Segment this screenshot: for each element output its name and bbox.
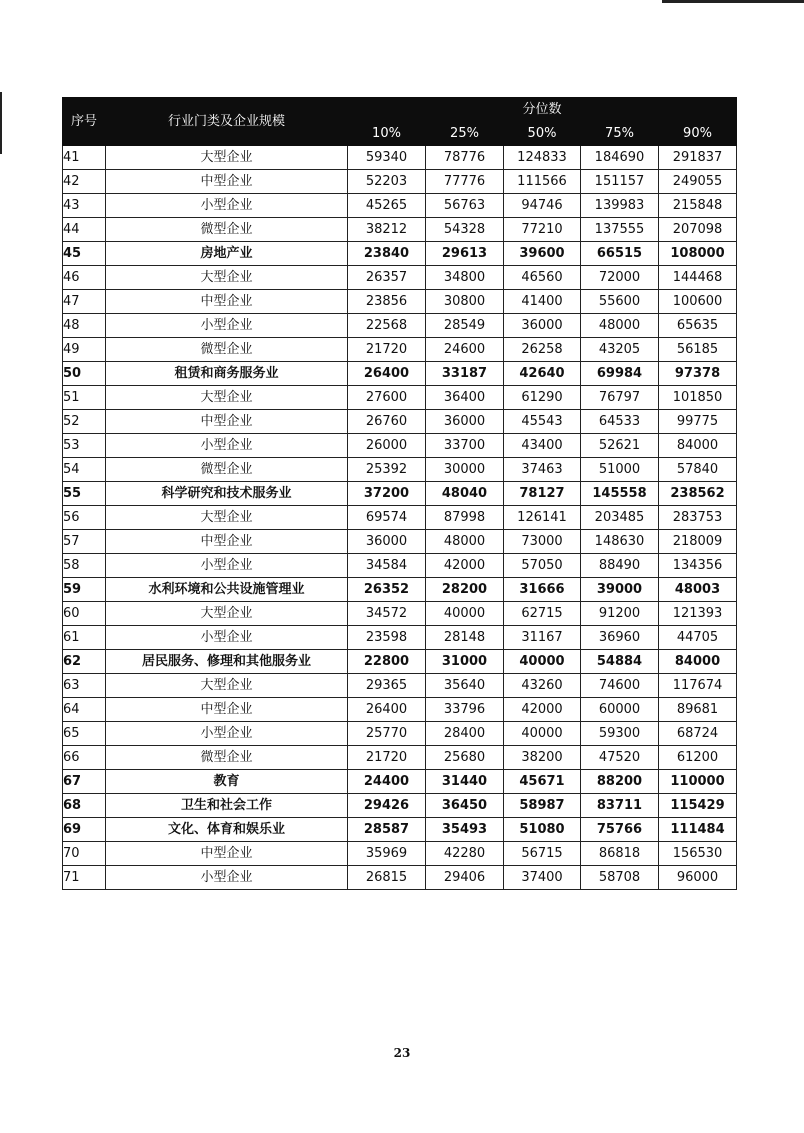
table-row: [63, 578, 737, 602]
serial-number-cell: 69: [63, 818, 106, 842]
serial-number-cell: 61: [63, 626, 106, 650]
table-row: [63, 626, 737, 650]
p50-cell: 40000: [504, 650, 581, 674]
serial-number-cell: 41: [63, 146, 106, 170]
header-serial-number: 序号: [63, 98, 106, 146]
p50-cell: 56715: [504, 842, 581, 866]
category-cell: 微型企业: [106, 746, 348, 770]
table-row: [63, 674, 737, 698]
header-category: 行业门类及企业规模: [106, 98, 348, 146]
category-cell: 中型企业: [106, 290, 348, 314]
table-row: [63, 818, 737, 842]
table-row: [63, 722, 737, 746]
p50-cell: 58987: [504, 794, 581, 818]
category-cell: 房地产业: [106, 242, 348, 266]
p75-cell: 139983: [581, 194, 659, 218]
category-cell: 租赁和商务服务业: [106, 362, 348, 386]
serial-number-cell: 70: [63, 842, 106, 866]
category-cell: 大型企业: [106, 602, 348, 626]
p50-cell: 126141: [504, 506, 581, 530]
p90-cell: 100600: [659, 290, 737, 314]
p75-cell: 88200: [581, 770, 659, 794]
p10-cell: 28587: [348, 818, 426, 842]
p50-cell: 43400: [504, 434, 581, 458]
p10-cell: 26815: [348, 866, 426, 890]
p50-cell: 62715: [504, 602, 581, 626]
serial-number-cell: 50: [63, 362, 106, 386]
p90-cell: 84000: [659, 650, 737, 674]
p90-cell: 291837: [659, 146, 737, 170]
serial-number-cell: 62: [63, 650, 106, 674]
serial-number-cell: 52: [63, 410, 106, 434]
serial-number-cell: 59: [63, 578, 106, 602]
serial-number-cell: 54: [63, 458, 106, 482]
p90-cell: 57840: [659, 458, 737, 482]
p75-cell: 203485: [581, 506, 659, 530]
p90-cell: 89681: [659, 698, 737, 722]
p25-cell: 25680: [426, 746, 504, 770]
p75-cell: 86818: [581, 842, 659, 866]
p25-cell: 87998: [426, 506, 504, 530]
p90-cell: 121393: [659, 602, 737, 626]
p75-cell: 75766: [581, 818, 659, 842]
category-cell: 大型企业: [106, 674, 348, 698]
p25-cell: 35640: [426, 674, 504, 698]
category-cell: 居民服务、修理和其他服务业: [106, 650, 348, 674]
table-row: [63, 146, 737, 170]
category-cell: 大型企业: [106, 266, 348, 290]
serial-number-cell: 67: [63, 770, 106, 794]
p10-cell: 52203: [348, 170, 426, 194]
p10-cell: 34572: [348, 602, 426, 626]
header-percentile-group: 分位数: [348, 98, 737, 123]
p10-cell: 22568: [348, 314, 426, 338]
p25-cell: 42280: [426, 842, 504, 866]
table-row: [63, 218, 737, 242]
p75-cell: 51000: [581, 458, 659, 482]
p25-cell: 31000: [426, 650, 504, 674]
p75-cell: 36960: [581, 626, 659, 650]
category-cell: 中型企业: [106, 530, 348, 554]
p75-cell: 148630: [581, 530, 659, 554]
category-cell: 中型企业: [106, 698, 348, 722]
p90-cell: 96000: [659, 866, 737, 890]
serial-number-cell: 68: [63, 794, 106, 818]
table-row: [63, 362, 737, 386]
serial-number-cell: 47: [63, 290, 106, 314]
p50-cell: 37463: [504, 458, 581, 482]
category-cell: 小型企业: [106, 194, 348, 218]
p50-cell: 42640: [504, 362, 581, 386]
p75-cell: 74600: [581, 674, 659, 698]
p25-cell: 30800: [426, 290, 504, 314]
table-row: [63, 482, 737, 506]
p25-cell: 24600: [426, 338, 504, 362]
category-cell: 大型企业: [106, 506, 348, 530]
table-row: [63, 410, 737, 434]
p25-cell: 36400: [426, 386, 504, 410]
header-p75: 75%: [581, 123, 659, 146]
p10-cell: 23840: [348, 242, 426, 266]
p50-cell: 78127: [504, 482, 581, 506]
p25-cell: 54328: [426, 218, 504, 242]
category-cell: 科学研究和技术服务业: [106, 482, 348, 506]
p25-cell: 33700: [426, 434, 504, 458]
table-row: [63, 506, 737, 530]
p10-cell: 35969: [348, 842, 426, 866]
p10-cell: 36000: [348, 530, 426, 554]
category-cell: 文化、体育和娱乐业: [106, 818, 348, 842]
serial-number-cell: 64: [63, 698, 106, 722]
p10-cell: 26400: [348, 362, 426, 386]
p50-cell: 31167: [504, 626, 581, 650]
category-cell: 微型企业: [106, 218, 348, 242]
serial-number-cell: 43: [63, 194, 106, 218]
category-cell: 中型企业: [106, 842, 348, 866]
category-cell: 中型企业: [106, 170, 348, 194]
p50-cell: 41400: [504, 290, 581, 314]
category-cell: 微型企业: [106, 458, 348, 482]
p90-cell: 215848: [659, 194, 737, 218]
p75-cell: 64533: [581, 410, 659, 434]
p90-cell: 207098: [659, 218, 737, 242]
table-row: [63, 434, 737, 458]
p90-cell: 101850: [659, 386, 737, 410]
table-row: [63, 338, 737, 362]
table-row: [63, 458, 737, 482]
p90-cell: 110000: [659, 770, 737, 794]
p25-cell: 29613: [426, 242, 504, 266]
p75-cell: 88490: [581, 554, 659, 578]
table-row: [63, 746, 737, 770]
p10-cell: 34584: [348, 554, 426, 578]
p10-cell: 25770: [348, 722, 426, 746]
serial-number-cell: 65: [63, 722, 106, 746]
category-cell: 小型企业: [106, 626, 348, 650]
p25-cell: 48040: [426, 482, 504, 506]
serial-number-cell: 46: [63, 266, 106, 290]
p25-cell: 36450: [426, 794, 504, 818]
p25-cell: 29406: [426, 866, 504, 890]
p75-cell: 184690: [581, 146, 659, 170]
category-cell: 小型企业: [106, 722, 348, 746]
p25-cell: 36000: [426, 410, 504, 434]
p25-cell: 40000: [426, 602, 504, 626]
serial-number-cell: 57: [63, 530, 106, 554]
p75-cell: 52621: [581, 434, 659, 458]
p10-cell: 23856: [348, 290, 426, 314]
p90-cell: 283753: [659, 506, 737, 530]
p50-cell: 73000: [504, 530, 581, 554]
p90-cell: 144468: [659, 266, 737, 290]
p10-cell: 29426: [348, 794, 426, 818]
p10-cell: 38212: [348, 218, 426, 242]
table-header: [63, 98, 737, 146]
p75-cell: 60000: [581, 698, 659, 722]
p90-cell: 99775: [659, 410, 737, 434]
p75-cell: 55600: [581, 290, 659, 314]
p50-cell: 43260: [504, 674, 581, 698]
p50-cell: 45543: [504, 410, 581, 434]
p50-cell: 77210: [504, 218, 581, 242]
category-cell: 小型企业: [106, 434, 348, 458]
p25-cell: 77776: [426, 170, 504, 194]
p10-cell: 21720: [348, 338, 426, 362]
table-row: [63, 290, 737, 314]
serial-number-cell: 56: [63, 506, 106, 530]
serial-number-cell: 71: [63, 866, 106, 890]
p75-cell: 58708: [581, 866, 659, 890]
p25-cell: 35493: [426, 818, 504, 842]
p10-cell: 26357: [348, 266, 426, 290]
p50-cell: 46560: [504, 266, 581, 290]
p90-cell: 84000: [659, 434, 737, 458]
p25-cell: 48000: [426, 530, 504, 554]
table-row: [63, 386, 737, 410]
p10-cell: 45265: [348, 194, 426, 218]
p75-cell: 39000: [581, 578, 659, 602]
serial-number-cell: 60: [63, 602, 106, 626]
serial-number-cell: 53: [63, 434, 106, 458]
serial-number-cell: 48: [63, 314, 106, 338]
p50-cell: 39600: [504, 242, 581, 266]
p50-cell: 61290: [504, 386, 581, 410]
p75-cell: 137555: [581, 218, 659, 242]
page-number: 23: [393, 1046, 411, 1060]
p90-cell: 48003: [659, 578, 737, 602]
p90-cell: 238562: [659, 482, 737, 506]
p50-cell: 38200: [504, 746, 581, 770]
p25-cell: 33796: [426, 698, 504, 722]
p25-cell: 28400: [426, 722, 504, 746]
p25-cell: 42000: [426, 554, 504, 578]
salary-percentile-table: [62, 97, 737, 890]
serial-number-cell: 55: [63, 482, 106, 506]
p10-cell: 23598: [348, 626, 426, 650]
p10-cell: 27600: [348, 386, 426, 410]
p25-cell: 30000: [426, 458, 504, 482]
p50-cell: 124833: [504, 146, 581, 170]
p25-cell: 28200: [426, 578, 504, 602]
top-edge-rule: [662, 0, 804, 3]
p75-cell: 66515: [581, 242, 659, 266]
p10-cell: 26760: [348, 410, 426, 434]
p75-cell: 83711: [581, 794, 659, 818]
p90-cell: 108000: [659, 242, 737, 266]
p10-cell: 59340: [348, 146, 426, 170]
p50-cell: 42000: [504, 698, 581, 722]
left-margin-mark: [0, 92, 2, 154]
category-cell: 小型企业: [106, 554, 348, 578]
p10-cell: 25392: [348, 458, 426, 482]
p75-cell: 69984: [581, 362, 659, 386]
p75-cell: 151157: [581, 170, 659, 194]
serial-number-cell: 63: [63, 674, 106, 698]
table-row: [63, 650, 737, 674]
p25-cell: 28148: [426, 626, 504, 650]
table-row: [63, 170, 737, 194]
p90-cell: 111484: [659, 818, 737, 842]
p25-cell: 78776: [426, 146, 504, 170]
serial-number-cell: 58: [63, 554, 106, 578]
table-row: [63, 866, 737, 890]
table-row: [63, 794, 737, 818]
p10-cell: 22800: [348, 650, 426, 674]
header-p10: 10%: [348, 123, 426, 146]
p75-cell: 43205: [581, 338, 659, 362]
p25-cell: 31440: [426, 770, 504, 794]
serial-number-cell: 51: [63, 386, 106, 410]
p75-cell: 145558: [581, 482, 659, 506]
table-row: [63, 242, 737, 266]
p10-cell: 37200: [348, 482, 426, 506]
p10-cell: 26400: [348, 698, 426, 722]
p75-cell: 72000: [581, 266, 659, 290]
p75-cell: 48000: [581, 314, 659, 338]
serial-number-cell: 49: [63, 338, 106, 362]
p50-cell: 31666: [504, 578, 581, 602]
p25-cell: 33187: [426, 362, 504, 386]
p50-cell: 94746: [504, 194, 581, 218]
p10-cell: 21720: [348, 746, 426, 770]
p90-cell: 97378: [659, 362, 737, 386]
p10-cell: 29365: [348, 674, 426, 698]
p25-cell: 34800: [426, 266, 504, 290]
category-cell: 小型企业: [106, 866, 348, 890]
p90-cell: 68724: [659, 722, 737, 746]
table-row: [63, 602, 737, 626]
p90-cell: 156530: [659, 842, 737, 866]
p50-cell: 51080: [504, 818, 581, 842]
category-cell: 微型企业: [106, 338, 348, 362]
category-cell: 卫生和社会工作: [106, 794, 348, 818]
p75-cell: 47520: [581, 746, 659, 770]
category-cell: 小型企业: [106, 314, 348, 338]
category-cell: 大型企业: [106, 146, 348, 170]
table-row: [63, 770, 737, 794]
p90-cell: 65635: [659, 314, 737, 338]
p75-cell: 91200: [581, 602, 659, 626]
p50-cell: 26258: [504, 338, 581, 362]
p90-cell: 61200: [659, 746, 737, 770]
serial-number-cell: 66: [63, 746, 106, 770]
p90-cell: 56185: [659, 338, 737, 362]
p75-cell: 76797: [581, 386, 659, 410]
serial-number-cell: 45: [63, 242, 106, 266]
p90-cell: 134356: [659, 554, 737, 578]
table-body: [63, 146, 737, 890]
serial-number-cell: 44: [63, 218, 106, 242]
p90-cell: 249055: [659, 170, 737, 194]
table-row: [63, 266, 737, 290]
category-cell: 中型企业: [106, 410, 348, 434]
serial-number-cell: 42: [63, 170, 106, 194]
p50-cell: 57050: [504, 554, 581, 578]
p50-cell: 111566: [504, 170, 581, 194]
p10-cell: 26000: [348, 434, 426, 458]
p10-cell: 24400: [348, 770, 426, 794]
header-p50: 50%: [504, 123, 581, 146]
p50-cell: 37400: [504, 866, 581, 890]
p50-cell: 36000: [504, 314, 581, 338]
table-row: [63, 842, 737, 866]
p90-cell: 117674: [659, 674, 737, 698]
p10-cell: 69574: [348, 506, 426, 530]
p25-cell: 28549: [426, 314, 504, 338]
p25-cell: 56763: [426, 194, 504, 218]
p10-cell: 26352: [348, 578, 426, 602]
category-cell: 大型企业: [106, 386, 348, 410]
table-row: [63, 530, 737, 554]
category-cell: 水利环境和公共设施管理业: [106, 578, 348, 602]
table-row: [63, 314, 737, 338]
header-p25: 25%: [426, 123, 504, 146]
table-row: [63, 698, 737, 722]
p75-cell: 54884: [581, 650, 659, 674]
table-row: [63, 194, 737, 218]
p90-cell: 44705: [659, 626, 737, 650]
table-row: [63, 554, 737, 578]
p90-cell: 115429: [659, 794, 737, 818]
p50-cell: 40000: [504, 722, 581, 746]
header-p90: 90%: [659, 123, 737, 146]
p75-cell: 59300: [581, 722, 659, 746]
category-cell: 教育: [106, 770, 348, 794]
p50-cell: 45671: [504, 770, 581, 794]
p90-cell: 218009: [659, 530, 737, 554]
